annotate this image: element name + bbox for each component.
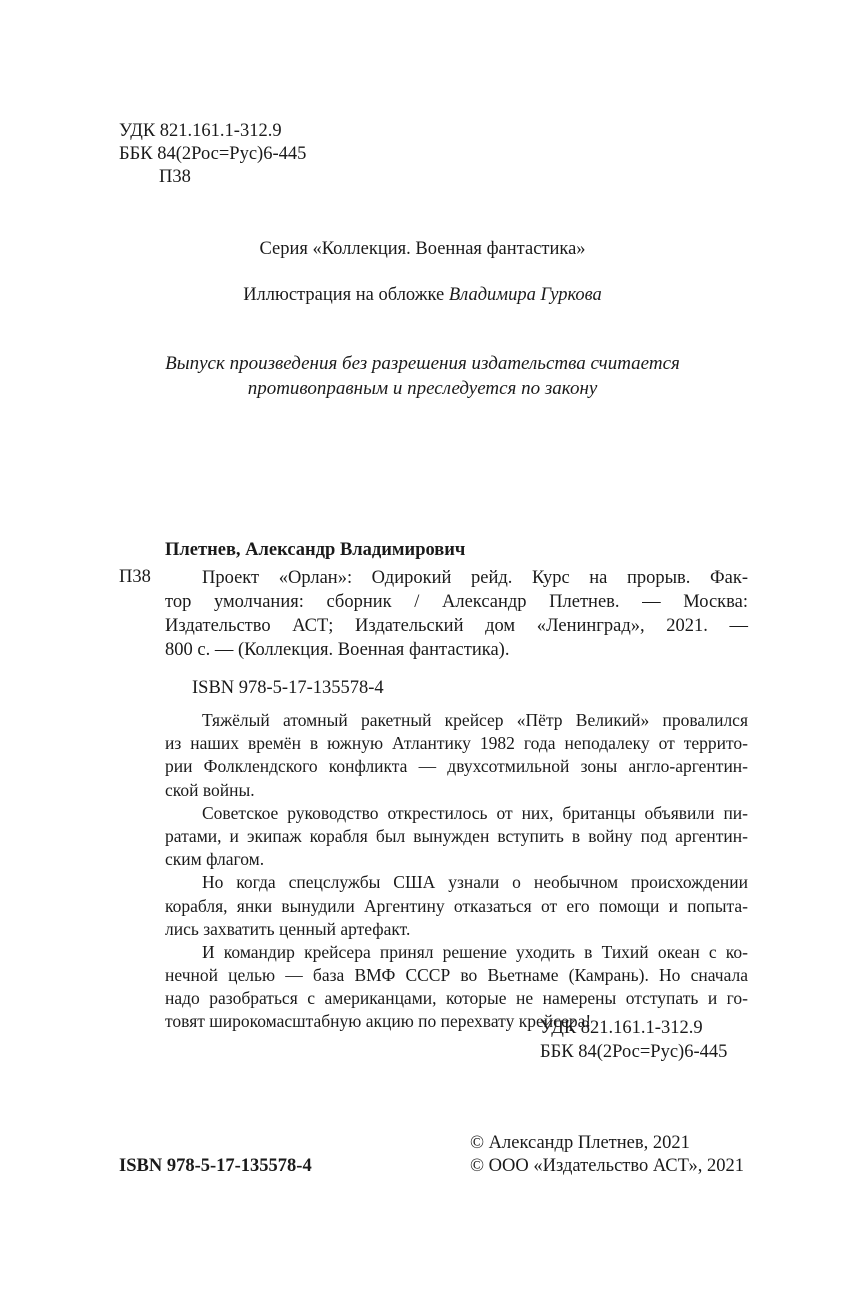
bbk-code: ББК 84(2Рос=Рус)6-445 xyxy=(119,144,307,164)
copyright-publisher: © ООО «Издательство АСТ», 2021 xyxy=(470,1156,744,1176)
bottom-udk-code: УДК 821.161.1-312.9 xyxy=(540,1018,703,1038)
annotation-line: ратами, и экипаж корабля был вынужден вступить в войну под аргентин- xyxy=(165,825,748,846)
annotation-line: И командир крейсера принял решение уходить в Тихий океан с ко- xyxy=(202,941,748,962)
annotation-line: ским флагом. xyxy=(165,849,265,870)
catalog-description-cont xyxy=(165,590,748,662)
author-heading: Плетнев, Александр Владимирович xyxy=(165,540,466,560)
annotation-line: товят широкомасштабную акцию по перехвату крейсера! xyxy=(165,1011,592,1032)
illustration-artist: Владимира Гуркова xyxy=(448,285,602,305)
annotation-line: нечной целью — база ВМФ СССР во Вьетнаме (Камрань). Но сначала xyxy=(165,965,748,986)
series-line: Серия «Коллекция. Военная фантастика» xyxy=(259,239,586,259)
author-sign: П38 xyxy=(159,167,191,187)
annotation-line: корабля, янки вынудили Аргентину отказаться от его помощи и попыта- xyxy=(165,895,748,916)
catalog-sign: П38 xyxy=(119,567,151,587)
copyright-author: © Александр Плетнев, 2021 xyxy=(470,1133,690,1153)
annotation-line: Советское руководство открестилось от них, британцы объявили пи- xyxy=(202,802,748,823)
copyright-warning-line-2: противоправным и преследуется по закону xyxy=(247,378,598,399)
annotation-line: ской войны. xyxy=(165,779,255,800)
catalog-description-line: 800 с. — (Коллекция. Военная фантастика). xyxy=(165,640,510,660)
catalog-description-line: тор умолчания: сборник / Александр Плетнев. — Москва: xyxy=(165,592,748,612)
catalog-description-line: Проект «Орлан»: Одирокий рейд. Курс на прорыв. Фак- xyxy=(202,568,748,588)
udk-code: УДК 821.161.1-312.9 xyxy=(119,121,282,141)
annotation-line: Но когда спецслужбы США узнали о необычном происхождении xyxy=(202,872,748,893)
annotation-line: Тяжёлый атомный ракетный крейсер «Пётр Великий» провалился xyxy=(202,710,748,730)
annotation xyxy=(165,709,748,1034)
illustration-prefix: Иллюстрация на обложке xyxy=(243,285,449,305)
copyright-warning-line-1: Выпуск произведения без разрешения издательства считается xyxy=(165,353,680,374)
footer-isbn: ISBN 978-5-17-135578-4 xyxy=(119,1156,312,1176)
catalog-isbn: ISBN 978-5-17-135578-4 xyxy=(192,678,384,698)
catalog-description xyxy=(202,566,748,590)
annotation-line: из наших времён в южную Атлантику 1982 года неподалеку от террито- xyxy=(165,733,748,754)
illustration-credit xyxy=(0,284,845,307)
catalog-description-line: Издательство АСТ; Издательский дом «Ленинград», 2021. — xyxy=(165,616,748,636)
bottom-bbk-code: ББК 84(2Рос=Рус)6-445 xyxy=(540,1042,728,1062)
annotation-line: лись захватить ценный артефакт. xyxy=(165,918,411,939)
annotation-line: надо разобраться с американцами, которые не намерены отступать и го- xyxy=(165,988,748,1009)
annotation-line: рии Фолклендского конфликта — двухсотмильной зоны англо-аргентин- xyxy=(165,756,748,777)
